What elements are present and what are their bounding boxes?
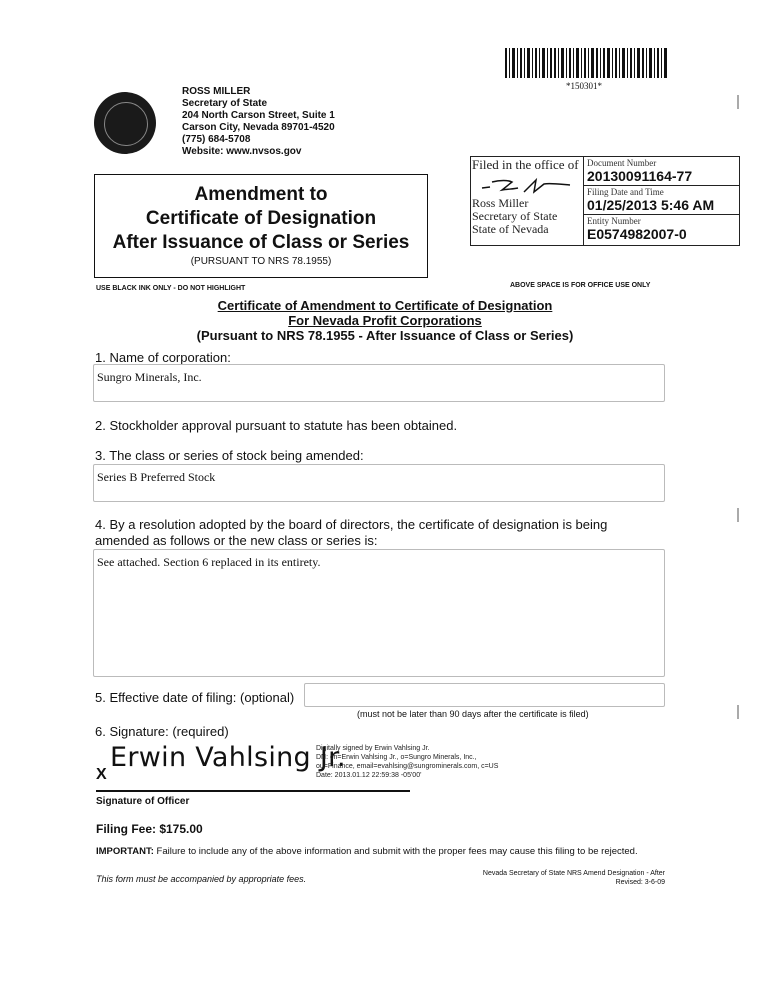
stamp-row-divider	[583, 214, 739, 215]
office-phone: (775) 684-5708	[182, 134, 251, 145]
form-title-line2: Certificate of Designation	[145, 208, 377, 229]
filing-fee: Filing Fee: $175.00	[96, 822, 203, 836]
important-text: Failure to include any of the above information and submit with the proper fees may cause this filing to be rejected.	[156, 846, 638, 857]
filing-date-time: 01/25/2013 5:46 AM	[587, 197, 715, 213]
signature-x-mark: X	[96, 766, 107, 783]
barcode	[505, 48, 667, 78]
entity-number-label: Entity Number	[587, 216, 641, 226]
scan-artifact	[737, 705, 739, 719]
office-title: Secretary of State	[182, 98, 268, 109]
form-title-pursuant: (PURSUANT TO NRS 78.1955)	[190, 256, 332, 267]
filed-in-office	[472, 157, 579, 236]
digital-date: Date: 2013.01.12 22:59:38 -05'00'	[316, 772, 422, 779]
barcode-number: *150301*	[566, 81, 602, 91]
digital-dn: DN: cn=Erwin Vahlsing Jr., o=Sungro Minerals, Inc.,	[316, 754, 477, 761]
class-series-field[interactable]: Series B Preferred Stock	[93, 464, 665, 502]
fees-note: This form must be accompanied by appropriate fees.	[96, 874, 307, 884]
ink-note: USE BLACK INK ONLY - DO NOT HIGHLIGHT	[96, 285, 246, 292]
item-1-label: 1. Name of corporation:	[95, 350, 231, 365]
office-name: ROSS MILLER	[182, 86, 251, 97]
effective-date-note: (must not be later than 90 days after the certificate is filed)	[357, 709, 589, 719]
document-number-label: Document Number	[587, 158, 657, 168]
form-title-line3: After Issuance of Class or Series	[112, 232, 410, 253]
digital-ou: ou=Finance, email=evahlsing@sungrominerals.com, c=US	[316, 763, 499, 770]
effective-date-field[interactable]	[304, 683, 665, 707]
digital-signed-by: Digitally signed by Erwin Vahlsing Jr.	[316, 745, 430, 752]
item-4-label-line1: 4. By a resolution adopted by the board of directors, the certificate of designation is being	[95, 517, 608, 532]
signer-title: Secretary of State	[472, 209, 558, 223]
signer-name: Ross Miller	[472, 196, 529, 210]
item-2-statement: 2. Stockholder approval pursuant to statute has been obtained.	[95, 418, 458, 433]
filing-date-label: Filing Date and Time	[587, 187, 664, 197]
form-identifier	[440, 869, 665, 887]
item-3-label: 3. The class or series of stock being amended:	[95, 448, 364, 463]
form-title-line1: Amendment to	[194, 184, 328, 205]
scan-artifact	[737, 95, 739, 109]
important-notice	[96, 846, 638, 857]
amendment-text-field[interactable]: See attached. Section 6 replaced in its entirety.	[93, 549, 665, 677]
item-6-label: 6. Signature: (required)	[95, 724, 229, 739]
form-title-box	[94, 174, 428, 278]
signature-line	[96, 790, 410, 792]
certificate-heading	[170, 298, 600, 343]
nevada-seal-icon	[94, 92, 156, 154]
document-number: 20130091164-77	[587, 168, 693, 184]
signature-caption: Signature of Officer	[96, 796, 190, 807]
stamp-row-divider	[583, 185, 739, 186]
digital-signature-details	[316, 744, 498, 780]
office-address-1: 204 North Carson Street, Suite 1	[182, 110, 335, 121]
office-address-2: Carson City, Nevada 89701-4520	[182, 122, 335, 133]
form-id: Nevada Secretary of State NRS Amend Designation - After	[482, 870, 665, 877]
important-label: IMPORTANT:	[96, 846, 154, 857]
office-address-block	[182, 86, 335, 158]
heading-line3: (Pursuant to NRS 78.1955 - After Issuance of Class or Series)	[196, 328, 574, 343]
item-4-label-line2: amended as follows or the new class or series is:	[95, 533, 378, 548]
signer-state: State of Nevada	[472, 222, 549, 236]
secretary-signature	[478, 174, 578, 198]
filed-in-label: Filed in the office of	[472, 157, 579, 172]
form-revised: Revised: 3-6-09	[615, 879, 665, 886]
officer-signature[interactable]: Erwin Vahlsing Jr.	[110, 742, 346, 773]
entity-number: E0574982007-0	[587, 226, 687, 242]
stamp-divider	[583, 156, 584, 245]
office-website: Website: www.nvsos.gov	[182, 146, 302, 157]
corporation-name-field[interactable]: Sungro Minerals, Inc.	[93, 364, 665, 402]
heading-line1: Certificate of Amendment to Certificate of Designation	[217, 298, 553, 313]
item-5-label: 5. Effective date of filing: (optional)	[95, 690, 295, 705]
office-use-note: ABOVE SPACE IS FOR OFFICE USE ONLY	[510, 282, 651, 289]
heading-line2: For Nevada Profit Corporations	[288, 313, 482, 328]
scan-artifact	[737, 508, 739, 522]
